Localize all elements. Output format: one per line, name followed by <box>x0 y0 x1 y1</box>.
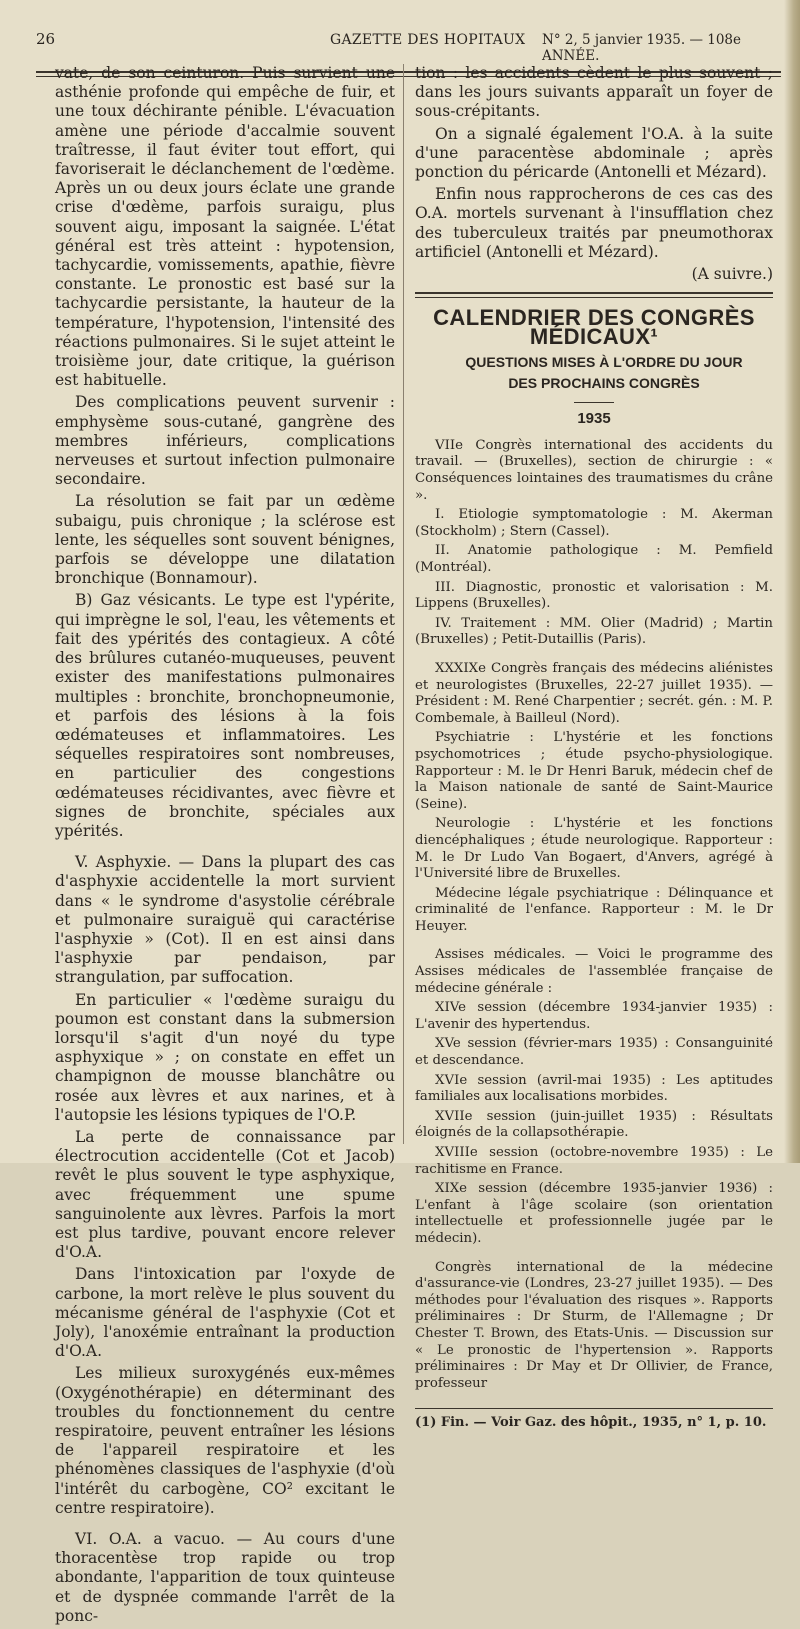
footnote-rule <box>415 1408 773 1409</box>
section-rule <box>415 292 773 294</box>
congress-item: XIVe session (décembre 1934-janvier 1935) : L'avenir des hypertendus. <box>415 1000 773 1032</box>
paragraph: On a signalé également l'O.A. à la suite d'une paracentèse abdominale ; après ponction du péricarde (Antonelli et Mézard). <box>415 124 773 182</box>
congress-item: I. Etiologie symptomatologie : M. Akerman (Stockholm) ; Stern (Cassel). <box>415 507 773 539</box>
congress-item: XVIIIe session (octobre-novembre 1935) : Le rachitisme en France. <box>415 1145 773 1177</box>
left-column <box>55 64 395 1629</box>
congress-item: XVIe session (avril-mai 1935) : Les aptitudes familiales aux localisations morbides. <box>415 1072 773 1105</box>
section-oa-a-vacuo: VI. O.A. a vacuo. — Au cours d'une thoracentèse trop rapide ou trop abondante, l'apparition de toux quinteuse et de dyspnée commande l'arrêt de la ponc- <box>55 1530 395 1625</box>
footnote: (1) Fin. — Voir Gaz. des hôpit., 1935, n° 1, p. 10. <box>415 1415 767 1431</box>
divider <box>574 402 614 403</box>
paragraph: tion : les accidents cèdent le plus souvent ; dans les jours suivants apparaît un foyer de sous-crépitants. <box>415 64 773 121</box>
paragraph: La résolution se fait par un œdème subaigu, puis chronique ; la sclérose est lente, les séquelles sont souvent bénignes, parfois se développe une dilatation bronchique (Bonnamour). <box>55 492 395 588</box>
right-column <box>415 64 773 1435</box>
page-header <box>0 24 800 64</box>
paragraph: La perte de connaissance par électrocution accidentelle (Cot et Jacob) revêt le plus souvent le type asphyxique, avec fréquemment une spume sanguinolente aux lèvres. Parfois la mort est plus tardive, pouvant encore relever d'O.A. <box>55 1127 395 1262</box>
congress-item: Médecine légale psychiatrique : Délinquance et criminalité de l'enfance. Rapporteur : M. le Dr Heuyer. <box>415 885 773 934</box>
calendar-year: 1935 <box>577 409 611 427</box>
congress-entry: XXXIXe Congrès français des médecins aliénistes et neurologistes (Bruxelles, 22-27 juillet 1935). — Président : M. René Charpentier ; secrét. gén. : M. P. Combemale, à Bailleul (Nord). <box>415 660 773 726</box>
calendar-subtitle: DES PROCHAINS CONGRÈS <box>508 374 700 391</box>
paragraph: En particulier « l'œdème suraigu du poumon est constant dans la submersion lorsqu'il s'agit d'un noyé du type asphyxique » ; on constate en effet un champignon de mousse blanchâtre ou rosée aux lèvres et aux narines, et à l'autopsie les lésions typiques de l'O.P. <box>55 990 395 1124</box>
page-number: 26 <box>36 30 56 48</box>
paragraph: B) Gaz vésicants. Le type est l'ypérite, qui imprègne le sol, l'eau, les vêtements et fait des ypérités des contagieux. A côté des brûlures cutanéo-muqueuses, peuvent exister des manifestations pulmonaires multiples : bronchite, bronchopneumonie, et parfois des lésions à la fois œdémateuses et inflammatoires. Les séquelles respiratoires sont nombreuses, en particulier des congestions œdémateuses récidivantes, avec fièvre et signes de bronchite, spéciales aux ypérités. <box>55 591 395 840</box>
congress-entry: Congrès international de la médecine d'assurance-vie (Londres, 23-27 juillet 1935). — Des méthodes pour l'évaluation des risques ». Rapports préliminaires : Dr Sturm, de l'Allemagne ; Dr Chester T. Brown, des Etats-Unis. — Discussion sur « Le pronostic de l'hypertension ». Rapports préliminaires : Dr May et Dr Ollivier, de France, professeur <box>415 1259 773 1391</box>
a-suivre: (A suivre.) <box>691 265 773 284</box>
congress-item: IV. Traitement : MM. Olier (Madrid) ; Martin (Bruxelles) ; Petit-Dutaillis (Paris). <box>415 615 773 648</box>
section-rule-thin <box>415 297 773 298</box>
column-divider <box>403 64 404 1144</box>
congress-item: Psychiatrie : L'hystérie et les fonctions psychomotrices ; étude psycho-physiologique. Rapporteur : M. le Dr Henri Baruk, médecin chef de la Maison nationale de santé de Saint-Maurice (Seine). <box>415 730 773 812</box>
congress-entry: VIIe Congrès international des accidents du travail. — (Bruxelles), section de chirurgie : « Conséquences lointaines des traumatismes du crâne ». <box>415 437 773 503</box>
issue-info: N° 2, 5 janvier 1935. — 108e ANNÉE. <box>542 32 741 64</box>
congress-item: XVe session (février-mars 1935) : Consanguinité et descendance. <box>415 1036 773 1069</box>
congress-item: XIXe session (décembre 1935-janvier 1936) : L'enfant à l'âge scolaire (son orientation intellectuelle et professionnelle jugée par le médecin). <box>415 1181 773 1246</box>
congress-item: II. Anatomie pathologique : M. Pemfield (Montréal). <box>415 543 773 575</box>
journal-title: GAZETTE DES HOPITAUX <box>330 32 526 48</box>
paragraph: Dans l'intoxication par l'oxyde de carbone, la mort relève le plus souvent du mécanisme général de l'asphyxie (Cot et Joly), l'anoxémie entraînant la production d'O.A. <box>55 1265 395 1361</box>
congress-item: XVIIe session (juin-juillet 1935) : Résultats éloignés de la collapsothérapie. <box>415 1108 773 1141</box>
congress-item: III. Diagnostic, pronostic et valorisation : M. Lippens (Bruxelles). <box>415 579 773 612</box>
paragraph: Des complications peuvent survenir : emphysème sous-cutané, gangrène des membres inférieurs, complications nerveuses et surtout infection pulmonaire secondaire. <box>55 393 395 489</box>
calendar-entries <box>415 438 773 1432</box>
paragraph: Enfin nous rapprocherons de ces cas des O.A. mortels survenant à l'insufflation chez des tuberculeux traités par pneumothorax artificiel (Antonelli et Mézard). <box>415 185 773 261</box>
paragraph: vate, de son ceinturon. Puis survient une asthénie profonde qui empêche de fuir, et une toux déchirante pénible. L'évacuation amène une période d'accalmie souvent traîtresse, il faut éviter tout effort, qui favoriserait le déclanchement de l'œdème. Après un ou deux jours éclate une grande crise d'œdème, parfois suraigu, plus souvent aigu, imposant la saignée. L'état général est très atteint : hypotension, tachycardie, vomissements, apathie, fièvre constante. Le pronostic est basé sur la tachycardie persistante, la hauteur de la température, l'hypotension, l'intensité des réactions pulmonaires. Si le sujet atteint le troisième jour, date critique, la guérison est habituelle. <box>55 64 395 390</box>
section-asphyxie: V. Asphyxie. — Dans la plupart des cas d'asphyxie accidentelle la mort survient dans « le syndrome d'asystolie cérébrale et pulmonaire suraiguë qui caractérise l'asphyxie » (Cot). Il en est ainsi dans l'asphyxie par pendaison, par strangulation, par suffocation. <box>55 853 395 987</box>
congress-entry: Assises médicales. — Voici le programme des Assises médicales de l'assemblée française de médecine générale : <box>415 947 773 996</box>
calendar-subtitle: QUESTIONS MISES À L'ORDRE DU JOUR <box>465 353 743 370</box>
calendar-title: CALENDRIER DES CONGRÈS MÉDICAUX¹ <box>433 305 755 350</box>
paragraph: Les milieux suroxygénés eux-mêmes (Oxygénothérapie) en déterminant des troubles du fonctionnement du centre respiratoire, peuvent entraîner les lésions de l'appareil respiratoire et les phénomènes classiques de l'asphyxie (d'où l'intérêt du carbogène, CO² excitant le centre respiratoire). <box>55 1364 395 1517</box>
congress-item: Neurologie : L'hystérie et les fonctions diencéphaliques ; étude neurologique. Rapporteur : M. le Dr Ludo Van Bogaert, d'Anvers, agrégé à l'Université libre de Bruxelles. <box>415 816 773 882</box>
